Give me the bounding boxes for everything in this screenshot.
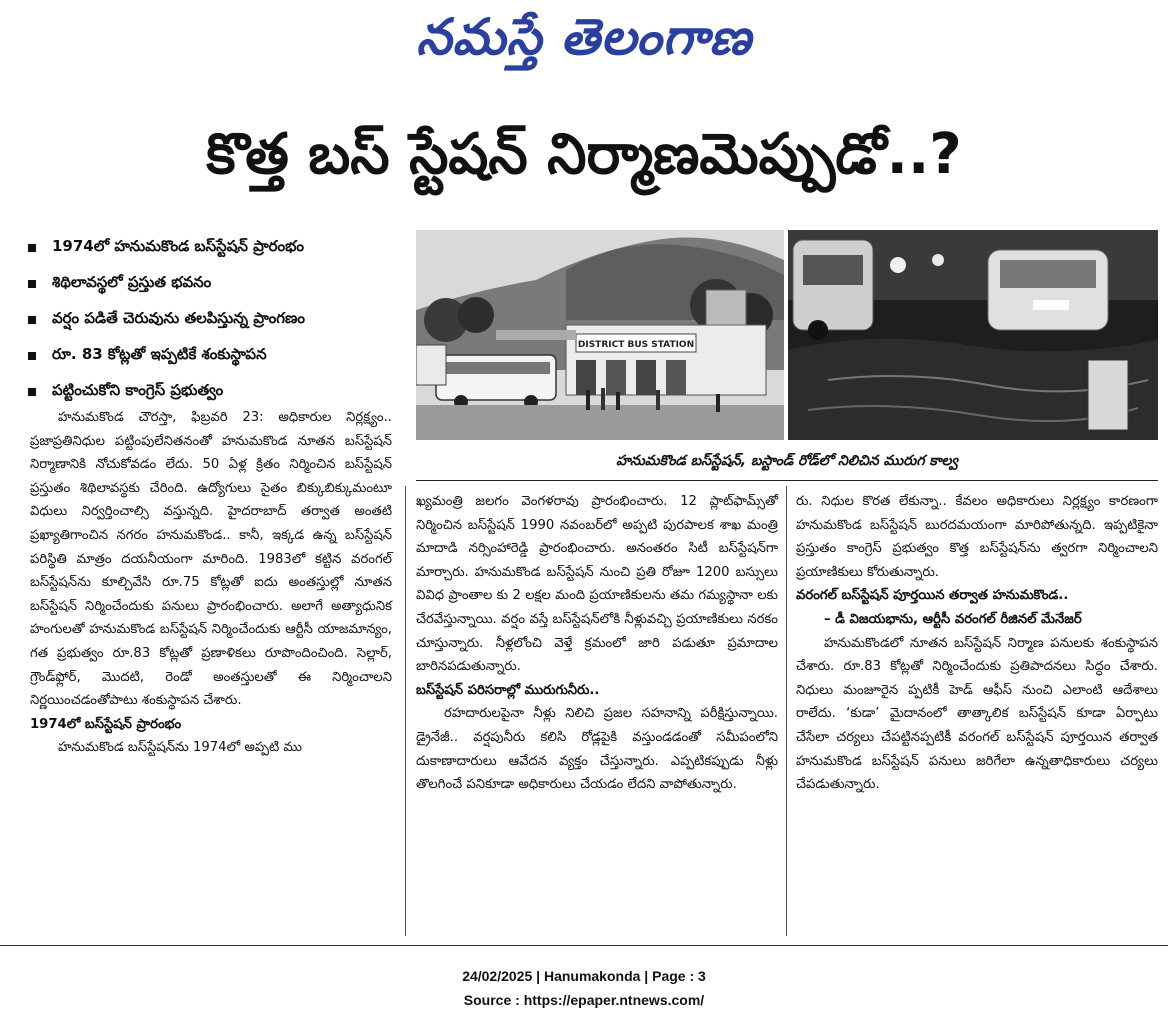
bullet-text: వర్షం పడితే చెరువును తలపిస్తున్న ప్రాంగణం xyxy=(52,309,305,327)
bullet-text: 1974లో హనుమకొండ బస్‌స్టేషన్ ప్రారంభం xyxy=(52,237,304,255)
column-paragraph: హనుమకొండ బస్‌స్టేషన్‌ను 1974లో అప్పటి ము xyxy=(58,740,302,756)
article-headline: కొత్త బస్ స్టేషన్ నిర్మాణమెప్పుడో..? xyxy=(206,122,962,187)
flooded-road-photo xyxy=(788,230,1158,440)
column-divider xyxy=(786,486,787,936)
bullet-item xyxy=(28,374,408,410)
bullet-square-icon xyxy=(28,316,36,324)
newspaper-masthead: నమస్తే తెలంగాణ xyxy=(416,8,752,66)
edition-info: 24/02/2025 | Hanumakonda | Page : 3 xyxy=(462,968,706,984)
bullet-text: రూ. 83 కోట్లతో ఇప్పటికే శంకుస్థాపన xyxy=(52,345,267,363)
station-sign-text: DISTRICT BUS STATION xyxy=(577,340,695,350)
bullet-item xyxy=(28,266,408,302)
column-subhead: బస్‌స్టేషన్ పరిసరాల్లో మురుగునీరు.. xyxy=(416,682,600,698)
bullet-text: పట్టించుకోని కాంగ్రెస్ ప్రభుత్వం xyxy=(52,381,224,399)
column-subhead: 1974లో బస్‌స్టేషన్ ప్రారంభం xyxy=(30,716,182,732)
caption-divider xyxy=(416,480,1158,481)
byline: – డీ విజయభాను, ఆర్టీసీ వరంగల్ రీజినల్ మేనేజర్ xyxy=(824,611,1082,627)
column-paragraph: రు. నిధుల కొరత లేకున్నా.. కేవలం అధికారులు నిర్లక్ష్యం కారణంగా హనుమకొండ బస్‌స్టేషన్ బురదమయంగా మారిపోతున్నది. ఇప్పటికైనా ప్రస్తుతం కాంగ్రెస్ ప్రభుత్వం కొత్త బస్‌స్టేషన్‌ను త్వరగా నిర్మించాలని ప్రయాణికులు కోరుతున్నారు. xyxy=(796,494,1158,580)
column-paragraph: రహదారులపైనా నీళ్లు నిలిచి ప్రజల సహనాన్ని పరీక్షిస్తున్నాయి. డ్రైనేజీ.. వర్షపునీరు కలిసి రోడ్లపైకి వస్తుండడంతో సమీపంలోని దుకాణాదారులు ఆవేదన వ్యక్తం చేస్తున్నారు. ఎప్పటికప్పుడు నీళ్లు తొలగించే పనికూడా అధికారులు చేయడం లేదని వాపోతున్నారు. xyxy=(416,706,778,793)
column-paragraph: హనుమకొండలో నూతన బస్‌స్టేషన్ నిర్మాణ పనులకు శంకుస్థాపన చేశారు. రూ.83 కోట్లతో నిర్మించేందుకు ప్రతిపాదనలు సిద్ధం చేశారు. నిధులు మంజూరైన ప్పటికీ హెడ్ ఆఫీస్ నుంచి ఎలాంటి ఆదేశాలు రాలేదు. ‘కుడా’ మైదానంలో తాత్కాలిక బస్‌స్టేషన్ కూడా ఏర్పాటు చేసేలా చర్యలు చేపట్టినప్పటికీ వరంగల్ బస్‌స్టేషన్ పూర్తయిన తర్వాత హనుమకొండ బస్‌స్టేషన్ పనులు జరిగేలా ఉన్నతాధికారులు చర్యలు చేపడుతున్నారు. xyxy=(796,635,1158,793)
bullet-text: శిథిలావస్థలో ప్రస్తుత భవనం xyxy=(52,273,212,291)
footer-divider xyxy=(0,945,1168,946)
bullet-item xyxy=(28,302,408,338)
bullet-item xyxy=(28,338,408,374)
article-column-3 xyxy=(796,490,1158,797)
column-divider xyxy=(405,486,406,936)
article-column-1 xyxy=(30,406,392,760)
photo-caption: హనుమకొండ బస్‌స్టేషన్, బస్టాండ్ రోడ్‌లో నిలిచిన మురుగ కాల్వ xyxy=(616,453,958,469)
highlight-bullets xyxy=(28,230,408,410)
column-paragraph: ఖ్యమంత్రి జలగం వెంగళరావు ప్రారంభించారు. 12 ప్లాట్‌ఫామ్స్‌తో నిర్మించిన బస్‌స్టేషన్ 1990 నవంబర్‌లో అప్పటి పురపాలక శాఖ మంత్రి మాదాడి నర్సింహారెడ్డి ప్రారంభించారు. అనంతరం సిటీ బస్‌స్టేషన్‌గా మార్చారు. హనుమకొండ బస్‌స్టేషన్ నుంచి ప్రతి రోజూ 1200 బస్సులు వివిధ ప్రాంతాల కు 2 లక్షల మంది ప్రయాణికులను తమ గమ్యస్థానా లకు చేరవేస్తున్నాయి. వర్షం వస్తే బస్‌స్టేషన్‌లోకి నీళ్లువచ్చి ప్రయాణికులు నరకం చూస్తున్నారు. నీళ్లలోంచి వెళ్తే క్రమంలో జారి పడుతూ ప్రమాదాల బారినపడుతున్నారు. xyxy=(416,494,778,675)
bullet-square-icon xyxy=(28,352,36,360)
bullet-square-icon xyxy=(28,244,36,252)
bullet-item xyxy=(28,230,408,266)
bullet-square-icon xyxy=(28,280,36,288)
column-subhead: వరంగల్ బస్‌స్టేషన్ పూర్తయిన తర్వాత హనుమకొండ.. xyxy=(796,588,1069,604)
column-paragraph: హనుమకొండ చౌరస్తా, ఫిబ్రవరి 23: అధికారుల నిర్లక్ష్యం.. ప్రజాప్రతినిధుల పట్టింపులేనితనంతో హనుమకొండ నూతన బస్‌స్టేషన్ నిర్మాణానికి నోచుకోవడం లేదు. 50 ఏళ్ల క్రితం నిర్మించిన బస్‌స్టేషన్ ప్రస్తుతం శిథిలావస్థకు చేరింది. ఉద్యోగులు సైతం బిక్కుబిక్కుమంటూ విధులు నిర్వర్తించాల్సి వస్తున్నది. హైదరాబాద్ తర్వాత అంతటి ప్రఖ్యాతిగాంచిన నగరం హనుమకొండ.. కానీ, ఇక్కడ ఉన్న బస్‌స్టేషన్ పరిస్థితి మాత్రం దయనీయంగా మారింది. 1983లో కట్టిన వరంగల్ బస్‌స్టేషన్‌ను కూల్చివేసి రూ.75 కోట్లతో ఐదు అంతస్తుల్లో నూతన బస్‌స్టేషన్ నిర్మించేందుకు పనులు ప్రారంభించారు. అలాగే అత్యాధునిక హంగులతో హనుమకొండ బస్‌స్టేషన్ నిర్మించేందుకు ఆర్టీసీ యాజమాన్యం, గత ప్రభుత్వం రూ.83 కోట్లతో ప్రణాళికలు రూపొందించింది. సెల్లార్, గ్రౌండ్‌ఫ్లోర్, మొదటి, రెండో అంతస్తులతో ఈ నిర్మించాలని నిర్ణయించడంతోపాటు శంకుస్థాపన చేశారు. xyxy=(30,410,392,709)
article-column-2 xyxy=(416,490,778,797)
bullet-square-icon xyxy=(28,388,36,396)
bus-station-photo xyxy=(416,230,784,440)
source-link: Source : https://epaper.ntnews.com/ xyxy=(463,992,705,1008)
